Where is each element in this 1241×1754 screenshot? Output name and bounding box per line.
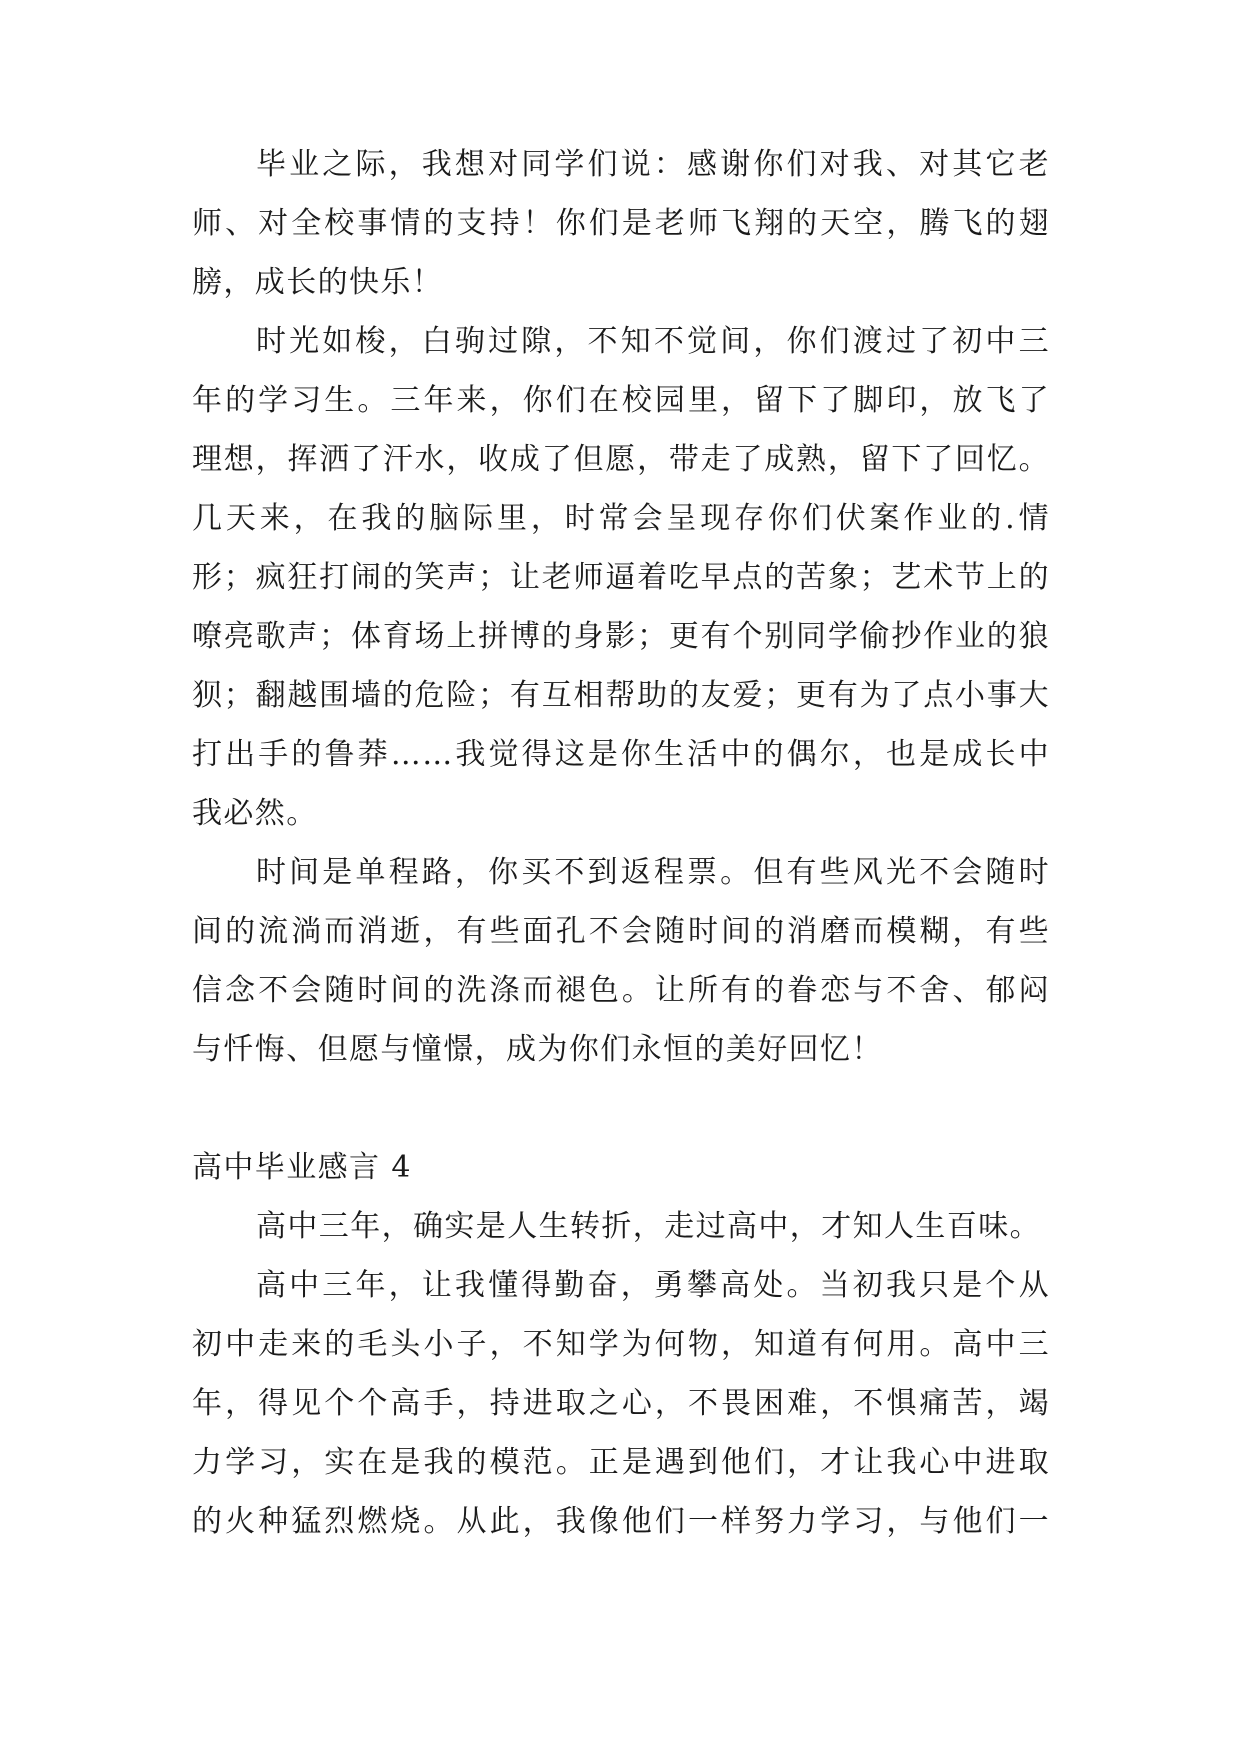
text-line: 年，得见个个高手，持进取之心，不畏困难，不惧痛苦，竭: [192, 1386, 1050, 1421]
text-line: 间的流淌而消逝，有些面孔不会随时间的消磨而模糊，有些: [192, 914, 1050, 949]
text-line: 时间是单程路，你买不到返程票。但有些风光不会随时: [256, 855, 1050, 890]
text-line: 打出手的鲁莽……我觉得这是你生活中的偶尔，也是成长中: [192, 737, 1050, 772]
paragraph-time-flies: [192, 312, 1050, 843]
text-line: 初中走来的毛头小子，不知学为何物，知道有何用。高中三: [192, 1327, 1050, 1362]
text-line: 信念不会随时间的洗涤而褪色。让所有的眷恋与不舍、郁闷: [192, 973, 1050, 1008]
text-line: 高中三年，让我懂得勤奋，勇攀高处。当初我只是个从: [256, 1268, 1050, 1303]
text-line: 狈；翻越围墙的危险；有互相帮助的友爱；更有为了点小事大: [192, 678, 1050, 713]
text-line: 力学习，实在是我的模范。正是遇到他们，才让我心中进取: [192, 1445, 1050, 1480]
section-heading: 高中毕业感言 4: [192, 1150, 412, 1185]
text-line: 我必然。: [192, 796, 318, 831]
text-line: 嘹亮歌声；体育场上拼博的身影；更有个别同学偷抄作业的狼: [192, 619, 1050, 654]
paragraph-graduation-thanks: [192, 135, 1050, 312]
text-line: 的火种猛烈燃烧。从此，我像他们一样努力学习，与他们一: [192, 1504, 1050, 1539]
text-line: 理想，挥洒了汗水，收成了但愿，带走了成熟，留下了回忆。: [192, 442, 1050, 477]
text-line: 毕业之际，我想对同学们说：感谢你们对我、对其它老: [256, 147, 1050, 182]
document-page: [192, 135, 1050, 1551]
text-line: 师、对全校事情的支持！你们是老师飞翔的天空，腾飞的翅: [192, 206, 1050, 241]
text-line: 几天来，在我的脑际里，时常会呈现存你们伏案作业的.情: [192, 501, 1050, 536]
paragraph-high-school-turning-point: [192, 1197, 1050, 1256]
text-line: 年的学习生。三年来，你们在校园里，留下了脚印，放飞了: [192, 383, 1050, 418]
text-line: 与忏悔、但愿与憧憬，成为你们永恒的美好回忆！: [192, 1032, 883, 1067]
paragraph-diligence: [192, 1256, 1050, 1551]
text-line: 时光如梭，白驹过隙，不知不觉间，你们渡过了初中三: [256, 324, 1050, 359]
text-line: 膀，成长的快乐！: [192, 265, 444, 300]
paragraph-one-way-road: [192, 843, 1050, 1079]
section-gap: [192, 1079, 1050, 1138]
text-line: 高中三年，确实是人生转折，走过高中，才知人生百味。: [256, 1209, 1041, 1244]
text-line: 形；疯狂打闹的笑声；让老师逼着吃早点的苦象；艺术节上的: [192, 560, 1050, 595]
